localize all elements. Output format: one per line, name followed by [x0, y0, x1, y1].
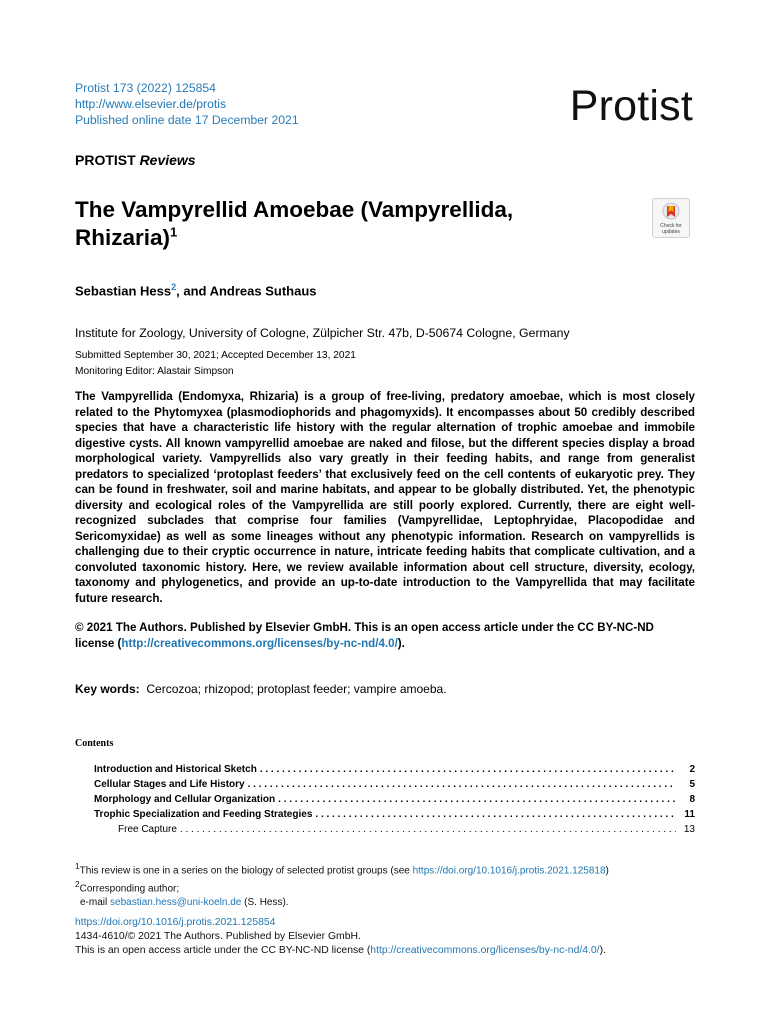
author-footnote-marker[interactable]: 2	[171, 282, 177, 292]
bookmark-ribbon-icon	[662, 202, 680, 222]
toc-entry-title: Introduction and Historical Sketch	[94, 764, 257, 775]
doi-link[interactable]: https://doi.org/10.1016/j.protis.2021.125854	[75, 917, 276, 928]
section-prefix: PROTIST	[75, 152, 140, 168]
author-name: Sebastian Hess	[75, 283, 172, 299]
corresponding-email: e-mail sebastian.hess@uni-koeln.de (S. Hess).	[80, 896, 289, 908]
check-for-updates-badge[interactable]	[652, 198, 690, 238]
keywords-value: Cercozoa; rhizopod; protoplast feeder; vampire amoeba.	[146, 682, 447, 696]
keywords-label: Key words:	[75, 682, 140, 696]
toc-entry-title: Cellular Stages and Life History	[94, 779, 245, 790]
toc-leader-dots	[248, 779, 676, 790]
journal-citation: Protist 173 (2022) 125854	[75, 81, 216, 95]
affiliation: Institute for Zoology, University of Cologne, Zülpicher Str. 47b, D-50674 Cologne, Germany	[75, 326, 570, 340]
toc-subentry[interactable]	[94, 824, 695, 839]
title-line-2: Rhizaria)	[75, 225, 171, 250]
footnote-1-link[interactable]: https://doi.org/10.1016/j.protis.2021.125818	[412, 865, 606, 877]
journal-url-link[interactable]: http://www.elsevier.de/protis	[75, 97, 227, 111]
title-footnote-marker[interactable]: 1	[170, 224, 178, 240]
open-access-license-link[interactable]: http://creativecommons.org/licenses/by-nc-nd/4.0/	[370, 945, 600, 956]
monitoring-editor: Monitoring Editor: Alastair Simpson	[75, 366, 234, 377]
license-statement: © 2021 The Authors. Published by Elsevier GmbH. This is an open access article under the CC BY-NC-ND license (http://creativecommons.org/licenses/by-nc-nd/4.0/).	[75, 621, 654, 650]
toc-leader-dots	[180, 824, 676, 835]
toc-entry-page: 11	[684, 809, 695, 820]
toc-entry-page: 2	[689, 764, 695, 775]
footnotes	[75, 860, 609, 909]
section-label	[75, 152, 196, 168]
journal-meta	[75, 80, 299, 128]
toc-entry-title: Free Capture	[118, 824, 177, 835]
toc-entry-page: 8	[689, 794, 695, 805]
check-updates-text: Check for updates	[660, 223, 682, 235]
toc-entry-title: Trophic Specialization and Feeding Strategies	[94, 809, 313, 820]
article-title	[75, 196, 635, 252]
toc-entry-page: 5	[689, 779, 695, 790]
toc-leader-dots	[315, 809, 676, 820]
section-suffix: Reviews	[139, 152, 196, 168]
toc-entry-page: 13	[683, 824, 695, 835]
author-name: Andreas Suthaus	[209, 283, 317, 299]
email-link[interactable]: sebastian.hess@uni-koeln.de	[110, 896, 242, 908]
license-link[interactable]: http://creativecommons.org/licenses/by-nc-nd/4.0/	[121, 636, 398, 650]
author-list	[75, 282, 317, 298]
table-of-contents	[94, 764, 695, 839]
toc-leader-dots	[278, 794, 676, 805]
toc-leader-dots	[260, 764, 676, 775]
issn-copyright: 1434-4610/© 2021 The Authors. Published by Elsevier GmbH.	[75, 931, 361, 942]
article-identifiers	[75, 916, 606, 958]
abstract-text: The Vampyrellida (Endomyxa, Rhizaria) is a group of free-living, predatory amoebae, which is most closely related to the Phytomyxea (plasmodiophorids and phagomyxids). It encompasses about 50 credibly described species that have a characteristic life history with the regular alternation of trophic amoebae and immobile digestive cysts. All known vampyrellid amoebae are naked and filose, but the different species display a broad morphological variety. Vampyrellids also vary greatly in their feeding habits, and range from generalist predators to specialized ‘protoplast feeders’ that exclusively feed on the cell contents of eukaryotic prey. They can be found in freshwater, soil and marine habitats, and appear to be globally distributed. Yet, the phenotypic diversity and ecological roles of the Vampyrellida are still poorly explored. Currently, there are eight well-recognized subclades that comprise four families (Vampyrellidae, Leptophryidae, Placopodidae and Sericomyxidae) as well as some lineages without any phenotypic information. Research on vampyrellids is challenging due to their cryptic occurrence in nature, intricate feeding habits that complicate cultivation, and a convoluted taxonomic history. Here, we review available information about cell structure, diversity, ecology, taxonomy and phylogenetics, and provide an up-to-date introduction to the Vampyrellida that may facilitate future research.	[75, 390, 695, 605]
author-connector: , and	[176, 283, 210, 299]
title-line-1: The Vampyrellid Amoebae (Vampyrellida,	[75, 197, 514, 222]
open-access-statement: This is an open access article under the CC BY-NC-ND license (http://creativecommons.org/licenses/by-nc-nd/4.0/).	[75, 945, 606, 956]
toc-entry-title: Morphology and Cellular Organization	[94, 794, 276, 805]
keywords	[75, 682, 447, 696]
footnote-1: $^1$This review is one in a series on the biology of selected protist groups (see https://doi.org/10.1016/j.protis.2021.125818)	[75, 861, 609, 877]
contents-heading: Contents	[75, 738, 114, 749]
toc-entry[interactable]	[94, 794, 695, 809]
toc-entry[interactable]	[94, 779, 695, 794]
toc-entry[interactable]	[94, 809, 695, 824]
toc-entry[interactable]	[94, 764, 695, 779]
submitted-accepted: Submitted September 30, 2021; Accepted December 13, 2021	[75, 350, 356, 361]
published-online-date: Published online date 17 December 2021	[75, 113, 299, 127]
journal-wordmark: Protist	[569, 82, 693, 130]
submission-dates	[75, 348, 356, 380]
footnote-2: $^2$Corresponding author;	[75, 878, 180, 895]
